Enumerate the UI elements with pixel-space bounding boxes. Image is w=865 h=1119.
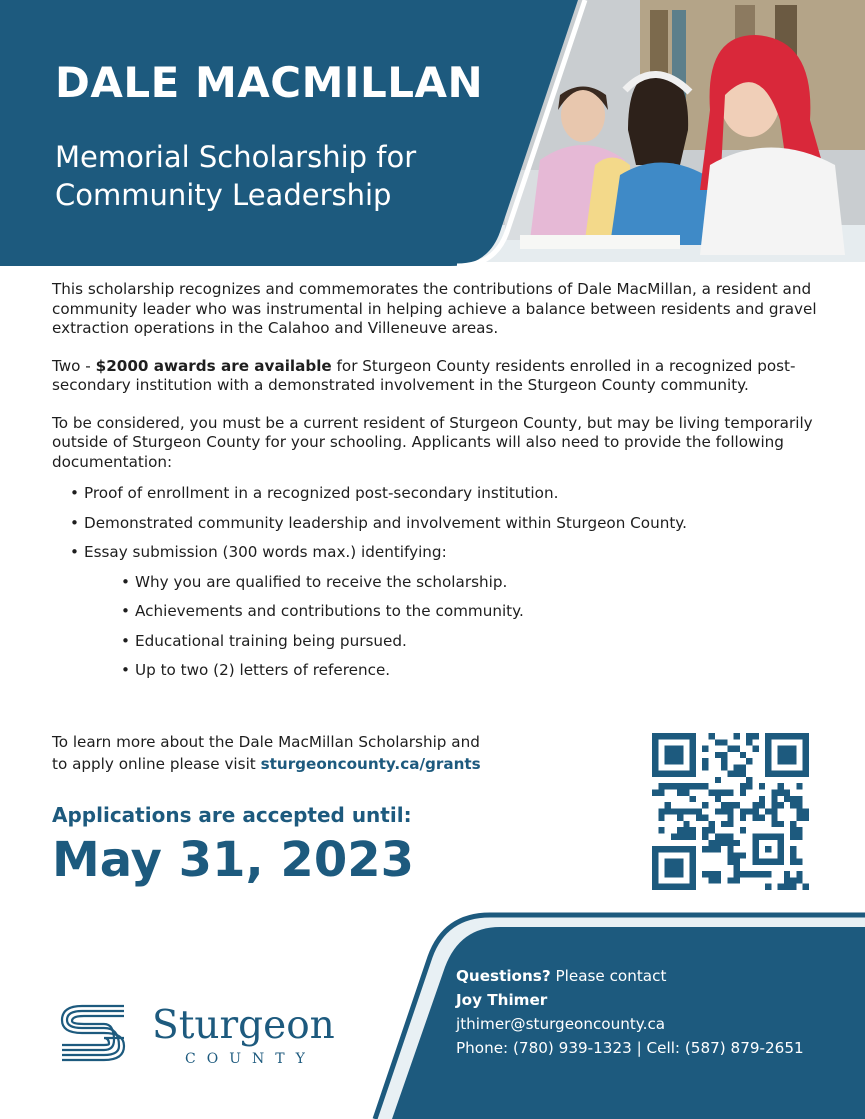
learn-more-text xyxy=(52,731,592,775)
questions-rest: Please contact xyxy=(550,967,667,985)
questions-label: Questions? xyxy=(456,967,551,985)
list-item: • Demonstrated community leadership and involvement within Sturgeon County. xyxy=(52,514,822,534)
deadline-date: May 31, 2023 xyxy=(52,832,415,888)
sturgeon-logo-icon xyxy=(58,1000,128,1066)
contact-name xyxy=(456,988,804,1012)
learn-line-2 xyxy=(52,753,592,775)
contact-questions xyxy=(456,964,804,988)
eligibility-paragraph: To be considered, you must be a current resident of Sturgeon County, but may be living temporarily outside of Sturgeon County for your schooling. Applicants will also need to provide the following documentation: xyxy=(52,413,813,471)
page-title: DALE MACMILLAN xyxy=(55,58,484,107)
learn-prefix: to apply online please visit xyxy=(52,755,261,773)
requirements-list xyxy=(52,484,822,563)
contact-email[interactable]: jthimer@sturgeoncounty.ca xyxy=(456,1015,666,1033)
header-banner xyxy=(0,0,865,268)
qr-code-icon[interactable] xyxy=(652,733,809,890)
essay-items-list xyxy=(52,573,822,681)
logo-subtitle: COUNTY xyxy=(185,1051,316,1067)
learn-line-1: To learn more about the Dale MacMillan Scholarship and xyxy=(52,733,480,751)
intro-paragraph: This scholarship recognizes and commemorates the contributions of Dale MacMillan, a resident and community leader who was instrumental in helping achieve a balance between residents and gravel extraction operations in the Calahoo and Villeneuve areas. xyxy=(52,280,817,337)
list-item: • Achievements and contributions to the community. xyxy=(52,602,822,622)
contact-name-text: Joy Thimer xyxy=(456,991,548,1009)
awards-paragraph xyxy=(52,357,822,396)
awards-prefix: Two - xyxy=(52,356,96,375)
awards-rest: for Sturgeon County residents enrolled in a recognized post-secondary institution with a demonstrated involvement in the Sturgeon County community. xyxy=(52,356,796,394)
logo-name: Sturgeon xyxy=(152,1003,335,1048)
contact-block xyxy=(456,964,804,1060)
list-item: • Educational training being pursued. xyxy=(52,632,822,652)
page-subtitle: Memorial Scholarship for Community Leadership xyxy=(55,140,417,212)
list-item: • Proof of enrollment in a recognized post-secondary institution. xyxy=(52,484,822,504)
header-graphic xyxy=(0,0,865,268)
list-item: • Up to two (2) letters of reference. xyxy=(52,661,822,681)
deadline-label: Applications are accepted until: xyxy=(52,803,412,827)
awards-highlight: $2000 awards are available xyxy=(95,356,332,375)
grants-link[interactable]: sturgeoncounty.ca/grants xyxy=(260,755,481,773)
list-item: • Essay submission (300 words max.) identifying: xyxy=(52,543,822,563)
body-text xyxy=(52,280,822,691)
contact-phone: Phone: (780) 939-1323 | Cell: (587) 879-2651 xyxy=(456,1039,804,1057)
list-item: • Why you are qualified to receive the scholarship. xyxy=(52,573,822,593)
